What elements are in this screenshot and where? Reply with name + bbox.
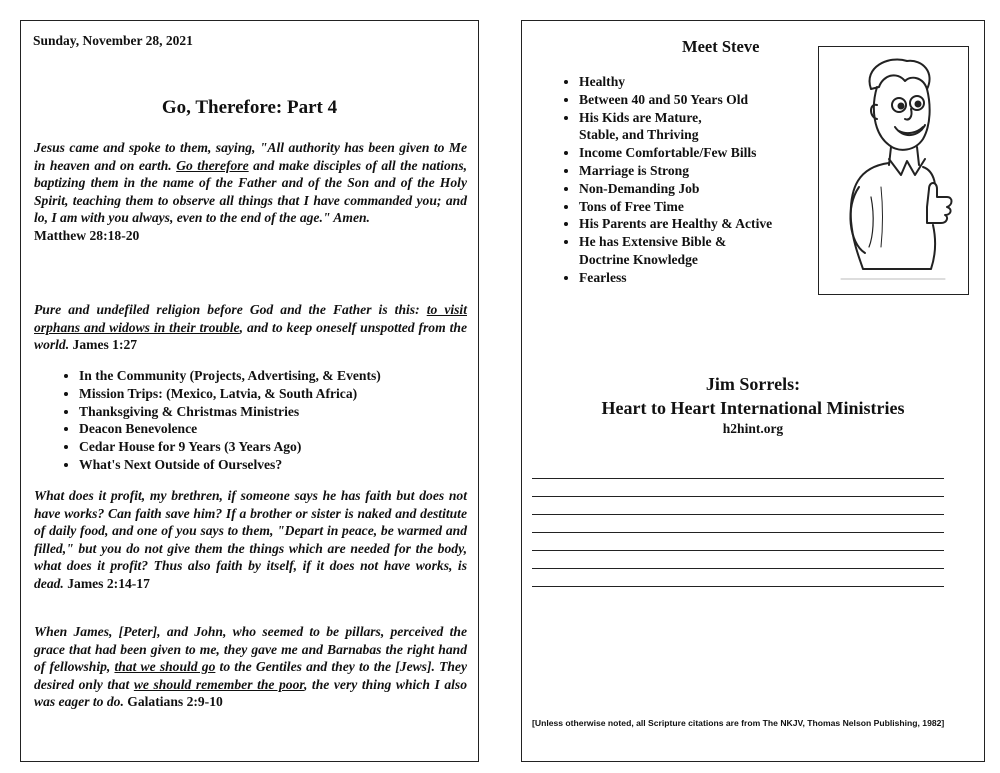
meet-steve-heading: Meet Steve [682,37,760,56]
cartoon-man-icon [819,47,967,293]
note-line [532,568,944,569]
scripture-reference: James 2:14-17 [63,575,150,591]
scripture-text: to the Gentiles and they to the [Jews]. They desired only that [34,659,467,692]
list-item: • Between 40 and 50 Years Old [579,91,849,109]
speaker-name: Jim Sorrels: [705,374,801,394]
list-item: • What's Next Outside of Ourselves? [79,456,381,474]
note-line [532,478,944,479]
scripture-text: Jesus came and spoke to them, saying, "All authority has been given to Me in heaven and on earth. [34,140,467,173]
note-line [532,586,944,587]
list-item: • He has Extensive Bible & Doctrine Knowledge [579,233,749,269]
scripture-reference: James 1:27 [69,337,138,353]
scripture-james-2 [34,487,467,593]
list-item: • Deacon Benevolence [79,420,381,438]
right-page [521,20,985,762]
list-item: • Cedar House for 9 Years (3 Years Ago) [79,438,381,456]
list-item: • Mission Trips: (Mexico, Latvia, & South Africa) [79,385,381,403]
scripture-text: What does it profit, my brethren, if someone says he has faith but does not have works? Can faith save him? If a brother or sister is naked and destitute of daily food, and one of you says to them, "Depart in peace, be warmed and filled," but you do not give them the things which are needed for the body, what does it profit? Thus also faith by itself, if it does not have works, is dead. [34,488,467,591]
list-item: • His Kids are Mature, Stable, and Thriving [579,109,729,145]
steve-traits-list [555,73,849,287]
list-item: • Marriage is Strong [579,162,849,180]
scripture-matthew [34,139,467,245]
sermon-title: Go, Therefore: Part 4 [161,97,338,118]
list-item: • Thanksgiving & Christmas Ministries [79,403,381,421]
list-item: • Income Comfortable/Few Bills [579,144,849,162]
scripture-citation-note: [Unless otherwise noted, all Scripture citations are from The NKJV, Thomas Nelson Publishing, 1982] [532,718,945,728]
scripture-reference: Galatians 2:9-10 [123,694,223,710]
list-item: • Non-Demanding Job [579,180,849,198]
left-page [20,20,479,762]
scripture-text: and make disciples of all the nations, baptizing them in the name of the Father and of the Son and of the Holy Spirit, teaching them to observe all things that I have commanded you; and lo, I am with you always, even to the end of the age." Amen. [34,157,468,226]
scripture-underline: we should remember the poor [133,676,304,692]
scripture-underline: that we should go [114,659,216,675]
scripture-reference: Matthew 28:18-20 [34,227,140,243]
list-item: • Fearless [579,269,849,287]
bulletin-date: Sunday, November 28, 2021 [33,33,193,48]
scripture-text: When James, [Peter], and John, who seemed to be pillars, perceived the grace that had been given to me, they gave me and Barnabas the right hand of fellowship, [34,624,467,675]
scripture-text: Pure and undefiled religion before God and the Father is this: [34,302,427,317]
scripture-galatians [34,623,467,711]
steve-cartoon-image [818,46,969,295]
list-item: • Healthy [579,73,849,91]
ministries-list [55,367,381,474]
note-line [532,496,944,497]
list-item: • His Parents are Healthy & Active [579,215,849,233]
scripture-james-1 [34,301,467,354]
note-line [532,514,944,515]
scripture-text: , and to keep oneself unspotted from the world. [34,319,467,353]
list-item: • In the Community (Projects, Advertising, & Events) [79,367,381,385]
scripture-text: , the very thing which I also was eager to do. [34,676,467,710]
ministry-website: h2hint.org [722,421,784,436]
list-item: • Tons of Free Time [579,198,849,216]
scripture-underline: Go therefore [176,157,249,173]
note-line [532,532,944,533]
scripture-underline: to visit orphans and widows in their trouble [34,302,467,335]
note-line [532,550,944,551]
ministry-name: Heart to Heart International Ministries [601,398,905,418]
